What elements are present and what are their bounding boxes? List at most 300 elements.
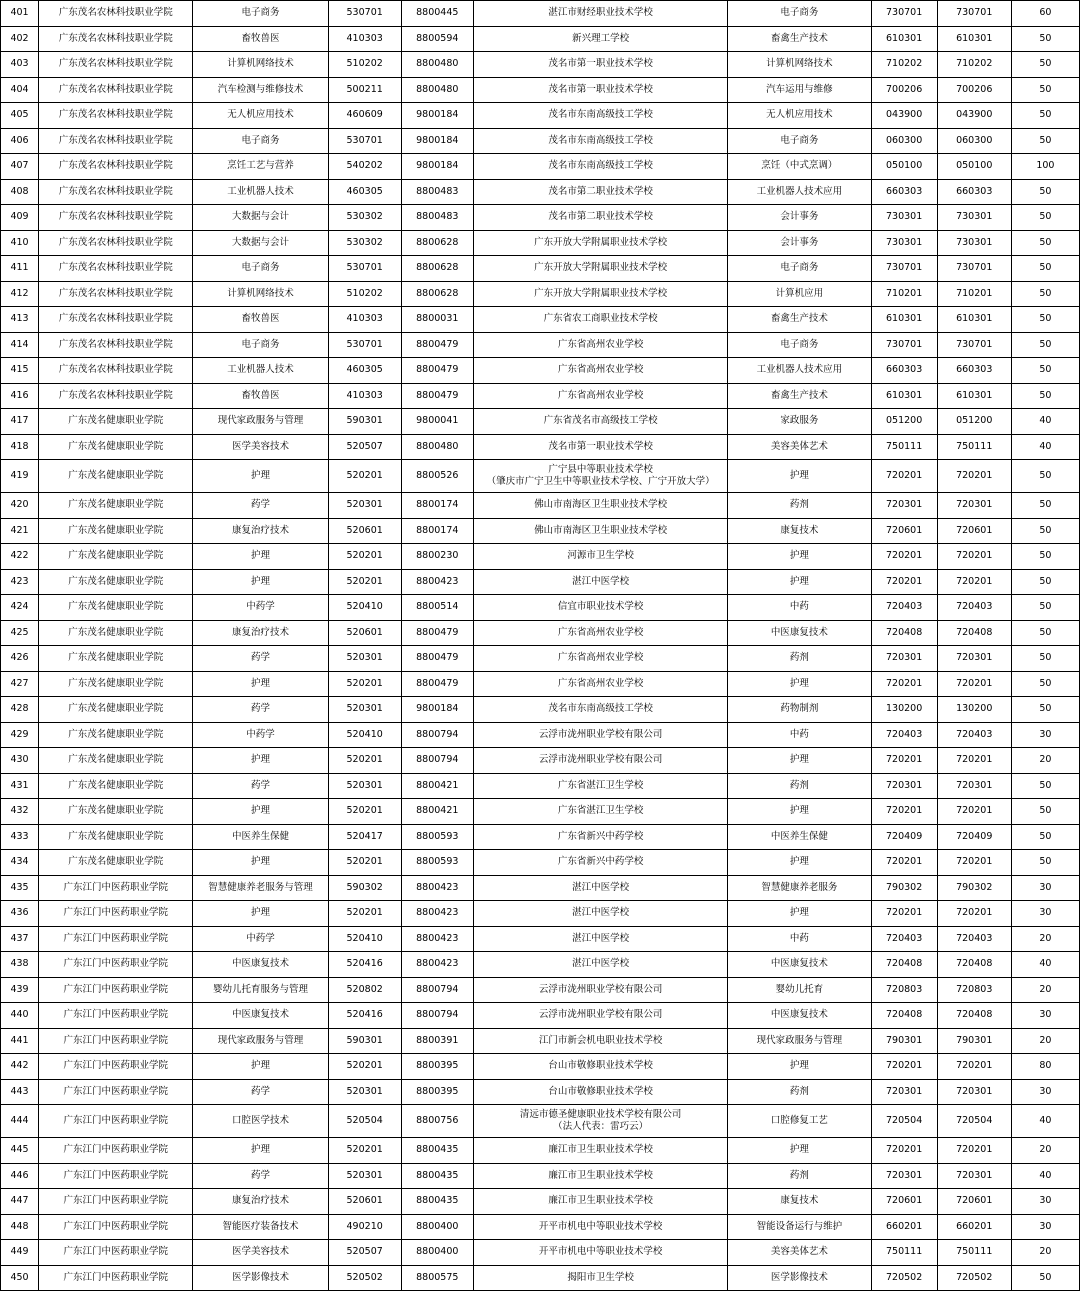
school-code-text: 8800593 <box>416 856 459 868</box>
table-row <box>1 1054 1080 1080</box>
school-major-code-2-cell <box>937 128 1011 154</box>
school-name-text: 广东省新兴中药学校 <box>557 830 644 842</box>
school-name-text: 揭阳市卫生学校 <box>567 1271 634 1283</box>
row-number-cell <box>1 77 39 103</box>
enrollment-quota-text: 50 <box>1039 856 1052 868</box>
enrollment-quota-cell <box>1011 1163 1079 1189</box>
college-major-code-text: 460305 <box>346 364 383 376</box>
school-major-text: 药剂 <box>789 499 809 511</box>
school-name-cell <box>473 977 727 1003</box>
school-major-code-2-text: 720504 <box>956 1115 993 1126</box>
college-major-cell <box>193 901 328 927</box>
school-major-code-text: 660303 <box>885 364 923 376</box>
school-name-text: 茂名市第一职业技术学校 <box>548 83 653 95</box>
school-code-cell <box>401 544 473 570</box>
table-row <box>1 671 1080 697</box>
table-row <box>1 1 1080 27</box>
college-major-code-cell <box>328 179 401 205</box>
college-name-text: 广东茂名健康职业学院 <box>68 779 164 791</box>
enrollment-quota-cell <box>1011 748 1079 774</box>
row-number-cell <box>1 722 39 748</box>
row-number-text: 436 <box>10 907 29 919</box>
college-major-cell <box>193 409 328 435</box>
enrollment-quota-cell <box>1011 901 1079 927</box>
school-name-cell <box>473 1240 727 1266</box>
school-name-text: 广东省高州农业学校 <box>557 364 644 376</box>
table-row <box>1 1028 1080 1054</box>
school-code-cell <box>401 1003 473 1029</box>
row-number-cell <box>1 460 39 493</box>
school-major-code-text: 720301 <box>885 652 923 664</box>
school-name-cell <box>473 722 727 748</box>
school-major-text: 智能设备运行与维护 <box>756 1220 843 1232</box>
college-name-text: 广东茂名健康职业学院 <box>68 470 164 481</box>
school-major-code-text: 720201 <box>885 754 923 766</box>
school-major-cell <box>728 103 871 129</box>
school-major-text: 美容美体艺术 <box>770 440 828 452</box>
school-major-code-2-cell <box>937 1 1011 27</box>
row-number-cell <box>1 307 39 333</box>
school-code-cell <box>401 1054 473 1080</box>
enrollment-quota-cell <box>1011 52 1079 78</box>
school-major-code-2-cell <box>937 1028 1011 1054</box>
school-major-code-2-cell <box>937 154 1011 180</box>
row-number-text: 448 <box>10 1220 29 1232</box>
row-number-cell <box>1 358 39 384</box>
college-major-cell <box>193 281 328 307</box>
college-major-code-cell <box>328 722 401 748</box>
school-major-code-2-text: 720403 <box>956 728 993 740</box>
college-major-code-text: 460305 <box>346 185 383 197</box>
table-row <box>1 1240 1080 1266</box>
school-code-text: 8800480 <box>416 58 459 70</box>
college-name-cell <box>39 850 193 876</box>
college-major-code-text: 530701 <box>346 262 383 274</box>
table-row <box>1 332 1080 358</box>
college-major-code-cell <box>328 518 401 544</box>
school-major-cell <box>728 179 871 205</box>
college-major-code-cell <box>328 103 401 129</box>
row-number-cell <box>1 1028 39 1054</box>
school-name-cell <box>473 1 727 27</box>
school-major-code-2-text: 720301 <box>956 1085 993 1097</box>
school-code-cell <box>401 518 473 544</box>
school-major-code-text: 051200 <box>885 415 923 427</box>
row-number-cell <box>1 1138 39 1164</box>
school-code-text: 8800480 <box>416 83 459 95</box>
school-major-code-text: 710201 <box>885 287 923 299</box>
enrollment-quota-text: 50 <box>1039 779 1052 791</box>
enrollment-quota-cell <box>1011 1028 1079 1054</box>
enrollment-quota-cell <box>1011 850 1079 876</box>
college-major-cell <box>193 493 328 519</box>
enrollment-quota-text: 50 <box>1039 652 1052 664</box>
school-code-text: 8800435 <box>416 1144 459 1156</box>
school-code-text: 9800184 <box>416 134 459 146</box>
college-major-code-text: 530701 <box>346 7 383 19</box>
row-number-text: 435 <box>10 881 29 893</box>
enrollment-quota-cell <box>1011 646 1079 672</box>
school-major-code-text: 720403 <box>885 932 923 944</box>
school-name-text: 清远市德圣健康职业技术学校有限公司 <box>519 1109 682 1120</box>
school-major-code-2-text: 720201 <box>956 677 993 689</box>
college-name-cell <box>39 1 193 27</box>
enrollment-quota-text: 50 <box>1039 109 1052 121</box>
school-code-cell <box>401 26 473 52</box>
school-major-text: 护理 <box>789 470 809 481</box>
college-major-cell <box>193 875 328 901</box>
college-major-text: 计算机网络技术 <box>227 287 294 299</box>
school-major-text: 药剂 <box>789 1085 809 1097</box>
school-major-text: 护理 <box>789 754 809 766</box>
college-name-text: 广东茂名健康职业学院 <box>68 499 164 511</box>
college-major-text: 护理 <box>250 907 270 919</box>
college-major-code-text: 520301 <box>346 779 383 791</box>
school-major-code-cell <box>871 620 937 646</box>
college-name-text: 广东茂名健康职业学院 <box>68 856 164 868</box>
college-name-cell <box>39 569 193 595</box>
enrollment-quota-cell <box>1011 332 1079 358</box>
school-major-text: 会计事务 <box>780 236 819 248</box>
school-major-cell <box>728 1028 871 1054</box>
school-major-cell <box>728 595 871 621</box>
enrollment-quota-text: 50 <box>1039 338 1052 350</box>
college-major-code-cell <box>328 493 401 519</box>
college-major-code-cell <box>328 1003 401 1029</box>
college-name-text: 广东江门中医药职业学院 <box>63 1271 168 1283</box>
school-major-text: 电子商务 <box>780 262 819 274</box>
enrollment-quota-text: 50 <box>1039 575 1052 587</box>
school-major-code-text: 720502 <box>885 1271 923 1283</box>
school-major-code-2-cell <box>937 52 1011 78</box>
table-row <box>1 544 1080 570</box>
college-major-text: 护理 <box>250 856 270 868</box>
school-major-code-cell <box>871 358 937 384</box>
college-name-text: 广东茂名农林科技职业学院 <box>58 389 173 401</box>
school-code-cell <box>401 569 473 595</box>
enrollment-quota-cell <box>1011 383 1079 409</box>
enrollment-quota-text: 20 <box>1039 1034 1052 1046</box>
enrollment-quota-text: 50 <box>1039 550 1052 562</box>
school-major-code-2-cell <box>937 1189 1011 1215</box>
college-major-code-text: 590302 <box>346 881 383 893</box>
table-row <box>1 1079 1080 1105</box>
college-name-text: 广东茂名健康职业学院 <box>68 575 164 587</box>
school-major-code-text: 043900 <box>885 109 923 121</box>
school-code-cell <box>401 154 473 180</box>
school-major-code-text: 720201 <box>885 907 923 919</box>
school-major-cell <box>728 1138 871 1164</box>
school-name-cell <box>473 620 727 646</box>
college-name-text: 广东茂名健康职业学院 <box>68 415 164 427</box>
school-code-text: 8800391 <box>416 1034 459 1046</box>
school-major-code-2-cell <box>937 748 1011 774</box>
school-name-cell <box>473 460 727 493</box>
college-major-cell <box>193 671 328 697</box>
college-major-code-text: 410303 <box>346 389 383 401</box>
school-major-code-2-text: 730701 <box>956 338 993 350</box>
row-number-text: 421 <box>10 524 29 536</box>
school-major-code-cell <box>871 128 937 154</box>
school-major-code-cell <box>871 1105 937 1138</box>
school-major-code-text: 610301 <box>885 389 923 401</box>
school-name-text: 广东省湛江卫生学校 <box>557 805 644 817</box>
enrollment-quota-text: 20 <box>1039 1144 1052 1156</box>
enrollment-quota-cell <box>1011 697 1079 723</box>
college-name-cell <box>39 358 193 384</box>
school-name-cell <box>473 230 727 256</box>
school-name-text: 湛江中医学校 <box>572 932 630 944</box>
school-major-cell <box>728 154 871 180</box>
college-name-cell <box>39 1265 193 1291</box>
school-name-cell <box>473 256 727 282</box>
school-major-code-text: 050100 <box>885 160 923 172</box>
school-code-cell <box>401 671 473 697</box>
school-name-cell <box>473 926 727 952</box>
college-major-cell <box>193 1240 328 1266</box>
school-major-code-text: 720504 <box>885 1115 923 1126</box>
college-major-cell <box>193 722 328 748</box>
school-name-cell <box>473 595 727 621</box>
school-code-cell <box>401 256 473 282</box>
college-name-text: 广东江门中医药职业学院 <box>63 1060 168 1072</box>
school-major-cell <box>728 824 871 850</box>
enrollment-quota-cell <box>1011 1265 1079 1291</box>
college-major-cell <box>193 569 328 595</box>
row-number-text: 425 <box>10 626 29 638</box>
school-code-text: 8800794 <box>416 728 459 740</box>
school-major-code-2-cell <box>937 799 1011 825</box>
enrollment-quota-text: 50 <box>1039 626 1052 638</box>
college-major-code-cell <box>328 1 401 27</box>
school-major-code-2-text: 720201 <box>956 470 993 481</box>
school-major-code-text: 660201 <box>885 1220 923 1232</box>
school-code-cell <box>401 773 473 799</box>
school-major-code-2-text: 720201 <box>956 856 993 868</box>
college-major-code-cell <box>328 383 401 409</box>
school-major-cell <box>728 434 871 460</box>
school-major-code-2-cell <box>937 1138 1011 1164</box>
college-major-code-cell <box>328 926 401 952</box>
row-number-cell <box>1 256 39 282</box>
school-major-code-text: 060300 <box>885 134 923 146</box>
college-major-text: 汽车检测与维修技术 <box>217 83 304 95</box>
row-number-text: 406 <box>10 134 29 146</box>
row-number-text: 419 <box>10 470 29 481</box>
school-major-code-2-text: 730301 <box>956 211 993 223</box>
school-code-cell <box>401 1240 473 1266</box>
college-major-text: 药学 <box>250 499 270 511</box>
school-code-text: 8800400 <box>416 1246 459 1258</box>
college-major-text: 现代家政服务与管理 <box>217 1034 304 1046</box>
college-name-text: 广东江门中医药职业学院 <box>63 1034 168 1046</box>
row-number-text: 401 <box>10 7 29 19</box>
school-major-text: 中药 <box>789 932 809 944</box>
school-code-cell <box>401 595 473 621</box>
enrollment-quota-text: 60 <box>1039 7 1052 19</box>
school-major-code-text: 720201 <box>885 677 923 689</box>
college-major-text: 药学 <box>250 779 270 791</box>
row-number-text: 411 <box>10 262 29 274</box>
table-body <box>1 1 1080 1291</box>
school-major-code-2-text: 660201 <box>956 1220 993 1232</box>
enrollment-quota-cell <box>1011 824 1079 850</box>
college-major-text: 医学影像技术 <box>231 1271 289 1283</box>
college-name-cell <box>39 1240 193 1266</box>
school-code-text: 8800514 <box>416 601 459 613</box>
college-major-cell <box>193 799 328 825</box>
school-name-cell <box>473 77 727 103</box>
school-major-code-cell <box>871 901 937 927</box>
school-major-code-2-cell <box>937 620 1011 646</box>
college-name-cell <box>39 179 193 205</box>
college-major-cell <box>193 230 328 256</box>
school-major-code-2-cell <box>937 518 1011 544</box>
college-name-text: 广东茂名农林科技职业学院 <box>58 313 173 325</box>
row-number-cell <box>1 1054 39 1080</box>
enrollment-quota-text: 100 <box>1036 160 1055 172</box>
school-major-text: 护理 <box>789 1060 809 1072</box>
school-code-cell <box>401 1079 473 1105</box>
table-row <box>1 230 1080 256</box>
school-major-cell <box>728 128 871 154</box>
college-name-cell <box>39 103 193 129</box>
enrollment-quota-cell <box>1011 773 1079 799</box>
college-name-text: 广东江门中医药职业学院 <box>63 1144 168 1156</box>
enrollment-quota-text: 20 <box>1039 754 1052 766</box>
school-code-text: 8800479 <box>416 652 459 664</box>
row-number-cell <box>1 1 39 27</box>
enrollment-quota-cell <box>1011 1138 1079 1164</box>
enrollment-quota-cell <box>1011 595 1079 621</box>
school-major-code-text: 720408 <box>885 958 923 970</box>
college-major-text: 护理 <box>250 805 270 817</box>
school-major-cell <box>728 52 871 78</box>
college-major-code-text: 520410 <box>346 601 383 613</box>
enrollment-quota-cell <box>1011 1240 1079 1266</box>
school-major-code-2-cell <box>937 824 1011 850</box>
school-major-text: 护理 <box>789 575 809 587</box>
school-major-code-2-text: 720201 <box>956 550 993 562</box>
college-major-code-cell <box>328 434 401 460</box>
table-row <box>1 901 1080 927</box>
row-number-cell <box>1 383 39 409</box>
enrollment-quota-cell <box>1011 256 1079 282</box>
college-name-cell <box>39 256 193 282</box>
college-name-text: 广东茂名健康职业学院 <box>68 652 164 664</box>
college-major-code-cell <box>328 358 401 384</box>
school-code-text: 8800483 <box>416 211 459 223</box>
school-code-cell <box>401 230 473 256</box>
school-major-code-2-cell <box>937 569 1011 595</box>
school-code-cell <box>401 1 473 27</box>
school-code-cell <box>401 1189 473 1215</box>
school-code-text: 8800423 <box>416 958 459 970</box>
row-number-cell <box>1 926 39 952</box>
school-code-text: 8800756 <box>416 1115 459 1126</box>
school-code-cell <box>401 77 473 103</box>
enrollment-quota-cell <box>1011 620 1079 646</box>
row-number-cell <box>1 281 39 307</box>
row-number-cell <box>1 434 39 460</box>
school-code-cell <box>401 697 473 723</box>
college-major-code-cell <box>328 154 401 180</box>
school-major-code-2-cell <box>937 1105 1011 1138</box>
college-name-cell <box>39 383 193 409</box>
school-major-code-2-text: 720301 <box>956 652 993 664</box>
enrollment-quota-cell <box>1011 1054 1079 1080</box>
row-number-cell <box>1 748 39 774</box>
school-code-cell <box>401 281 473 307</box>
school-major-code-2-text: 130200 <box>956 703 993 715</box>
school-name-text: 信宜市职业技术学校 <box>557 601 644 613</box>
school-major-code-cell <box>871 383 937 409</box>
row-number-cell <box>1 569 39 595</box>
school-major-cell <box>728 307 871 333</box>
school-code-text: 8800628 <box>416 236 459 248</box>
college-major-cell <box>193 358 328 384</box>
college-name-cell <box>39 332 193 358</box>
school-name-text: 茂名市东南高级技工学校 <box>548 160 653 172</box>
school-name-cell <box>473 671 727 697</box>
row-number-cell <box>1 493 39 519</box>
college-major-code-text: 520601 <box>346 626 383 638</box>
college-major-code-cell <box>328 128 401 154</box>
school-major-code-cell <box>871 671 937 697</box>
row-number-text: 430 <box>10 754 29 766</box>
school-major-code-cell <box>871 434 937 460</box>
enrollment-quota-cell <box>1011 671 1079 697</box>
table-row <box>1 952 1080 978</box>
school-major-text: 家政服务 <box>780 415 819 427</box>
school-name-note: （法人代表：雷巧云） <box>553 1121 649 1132</box>
college-major-code-cell <box>328 952 401 978</box>
row-number-cell <box>1 409 39 435</box>
school-major-code-cell <box>871 1189 937 1215</box>
row-number-cell <box>1 1214 39 1240</box>
school-code-cell <box>401 977 473 1003</box>
school-major-cell <box>728 773 871 799</box>
enrollment-quota-text: 50 <box>1039 287 1052 299</box>
school-major-text: 畜禽生产技术 <box>770 389 828 401</box>
school-major-code-text: 660303 <box>885 185 923 197</box>
school-major-text: 中医康复技术 <box>770 626 828 638</box>
school-major-code-2-text: 720408 <box>956 958 993 970</box>
college-major-code-cell <box>328 901 401 927</box>
school-major-code-2-cell <box>937 434 1011 460</box>
college-name-cell <box>39 544 193 570</box>
row-number-cell <box>1 518 39 544</box>
college-name-cell <box>39 824 193 850</box>
row-number-cell <box>1 1240 39 1266</box>
college-major-code-text: 520417 <box>346 830 383 842</box>
college-major-text: 中药学 <box>246 728 275 740</box>
college-major-text: 电子商务 <box>241 134 280 146</box>
row-number-text: 432 <box>10 805 29 817</box>
school-code-cell <box>401 824 473 850</box>
school-major-cell <box>728 1265 871 1291</box>
college-major-code-text: 410303 <box>346 32 383 44</box>
school-major-text: 中医养生保健 <box>770 830 828 842</box>
row-number-text: 446 <box>10 1169 29 1181</box>
college-major-text: 医学美容技术 <box>231 440 289 452</box>
school-major-code-2-text: 060300 <box>956 134 993 146</box>
college-major-cell <box>193 332 328 358</box>
enrollment-quota-text: 50 <box>1039 601 1052 613</box>
row-number-cell <box>1 154 39 180</box>
table-row <box>1 748 1080 774</box>
school-code-cell <box>401 383 473 409</box>
